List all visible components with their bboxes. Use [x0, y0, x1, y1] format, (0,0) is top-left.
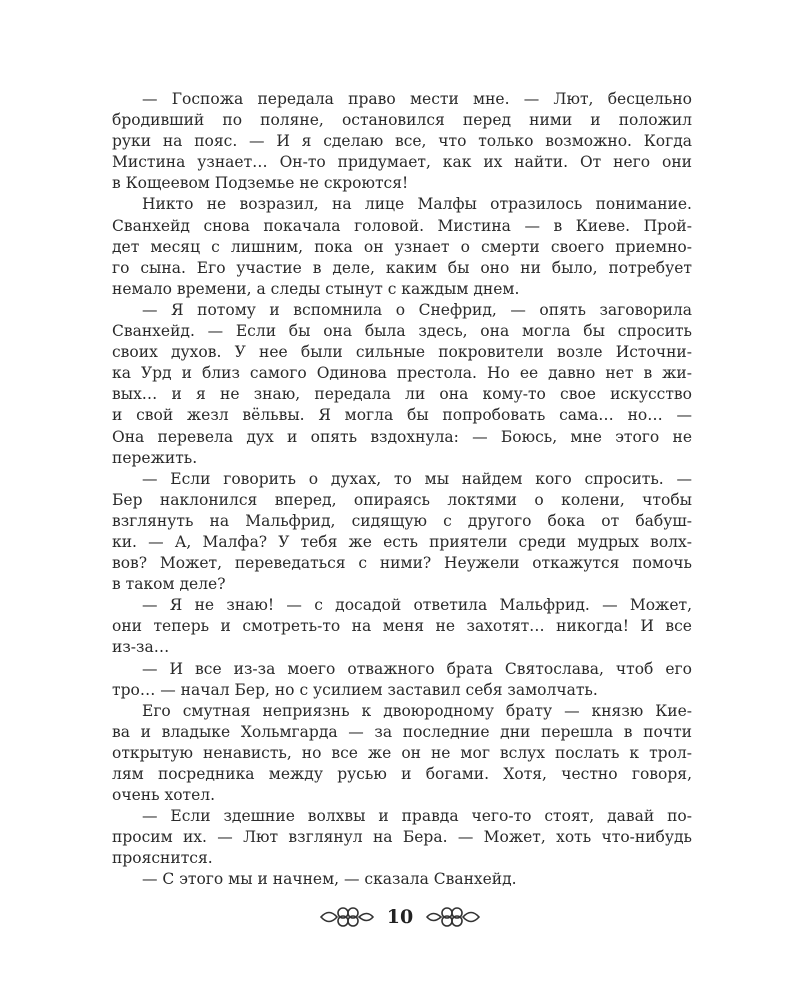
- text-line: — Если говорить о духах, то мы найдем кого спросить. —: [142, 469, 692, 488]
- text-line: — С этого мы и начнем, — сказала Сванхейд.: [142, 870, 517, 889]
- text-line: просим их. — Лют взглянул на Бера. — Может, хоть что-нибудь: [112, 828, 692, 847]
- text-line: Мистина узнает… Он-то придумает, как их найти. От него они: [112, 153, 692, 172]
- text-line: — Госпожа передала право мести мне. — Лют, бесцельно: [142, 90, 692, 108]
- text-line: — И все из-за моего отважного брата Святослава, чтоб его: [142, 659, 692, 678]
- text-line: прояснится.: [112, 849, 213, 868]
- text-line: пережить.: [112, 448, 198, 467]
- text-line: очень хотел.: [112, 786, 216, 805]
- text-line: немало времени, а следы стынут с каждым днем.: [112, 279, 520, 298]
- book-text: [112, 89, 692, 891]
- knot-ornament-left-icon: [319, 906, 377, 928]
- text-line: тро… — начал Бер, но с усилием заставил себя замолчать.: [112, 680, 598, 699]
- text-line: лям посредника между русью и богами. Хотя, честно говоря,: [112, 765, 692, 783]
- text-line: — Я не знаю! — с досадой ответила Мальфрид. — Может,: [142, 596, 692, 615]
- text-line: и свой жезл вёльвы. Я могла бы попробовать сама… но… —: [112, 406, 692, 425]
- text-line: вых… и я не знаю, передала ли она кому-то свое искусство: [112, 385, 692, 404]
- text-line: ва и владыке Хольмгарда — за последние дни перешла в почти: [112, 722, 692, 741]
- text-line: Его смутная неприязнь к двоюродному брату — князю Кие-: [142, 701, 692, 720]
- text-line: ки. — А, Малфа? У тебя же есть приятели среди мудрых волх-: [112, 532, 692, 551]
- page-footer: [0, 906, 800, 928]
- text-line: Сванхейд. — Если бы она была здесь, она могла бы спросить: [112, 322, 692, 341]
- text-line: в таком деле?: [112, 575, 226, 594]
- text-line: руки на пояс. — И я сделаю все, что только возможно. Когда: [112, 132, 692, 151]
- text-line: го сына. Его участие в деле, каким бы оно ни было, потребует: [112, 258, 692, 277]
- text-line: взглянуть на Мальфрид, сидящую с другого бока от бабуш-: [112, 511, 692, 530]
- text-line: Она перевела дух и опять вздохнула: — Боюсь, мне этого не: [112, 427, 692, 446]
- page-number: 10: [386, 906, 414, 928]
- text-line: вов? Может, переведаться с ними? Неужели откажутся помочь: [112, 554, 692, 573]
- text-line: Бер наклонился вперед, опираясь локтями о колени, чтобы: [112, 490, 692, 509]
- text-line: Сванхейд снова покачала головой. Мистина — в Киеве. Прой-: [112, 216, 692, 235]
- text-line: своих духов. У нее были сильные покровители возле Источни-: [112, 343, 692, 362]
- text-line: бродивший по поляне, остановился перед ними и положил: [112, 111, 692, 130]
- text-line: Никто не возразил, на лице Малфы отразилось понимание.: [142, 195, 692, 214]
- text-line: дет месяц с лишним, пока он узнает о смерти своего приемно-: [112, 237, 692, 256]
- text-line: они теперь и смотреть-то на меня не захотят… никогда! И все: [112, 617, 692, 636]
- text-line: из-за…: [112, 638, 170, 657]
- text-line: ка Урд и близ самого Одинова престола. Но ее давно нет в жи-: [112, 364, 692, 383]
- text-line: — Если здешние волхвы и правда чего-то стоят, давай по-: [142, 807, 692, 826]
- text-line: — Я потому и вспомнила о Снефрид, — опять заговорила: [142, 300, 692, 319]
- text-line: в Кощеевом Подземье не скроются!: [112, 174, 409, 193]
- knot-ornament-right-icon: [423, 906, 481, 928]
- text-line: открытую ненависть, но все же он не мог вслух послать к трол-: [112, 743, 692, 762]
